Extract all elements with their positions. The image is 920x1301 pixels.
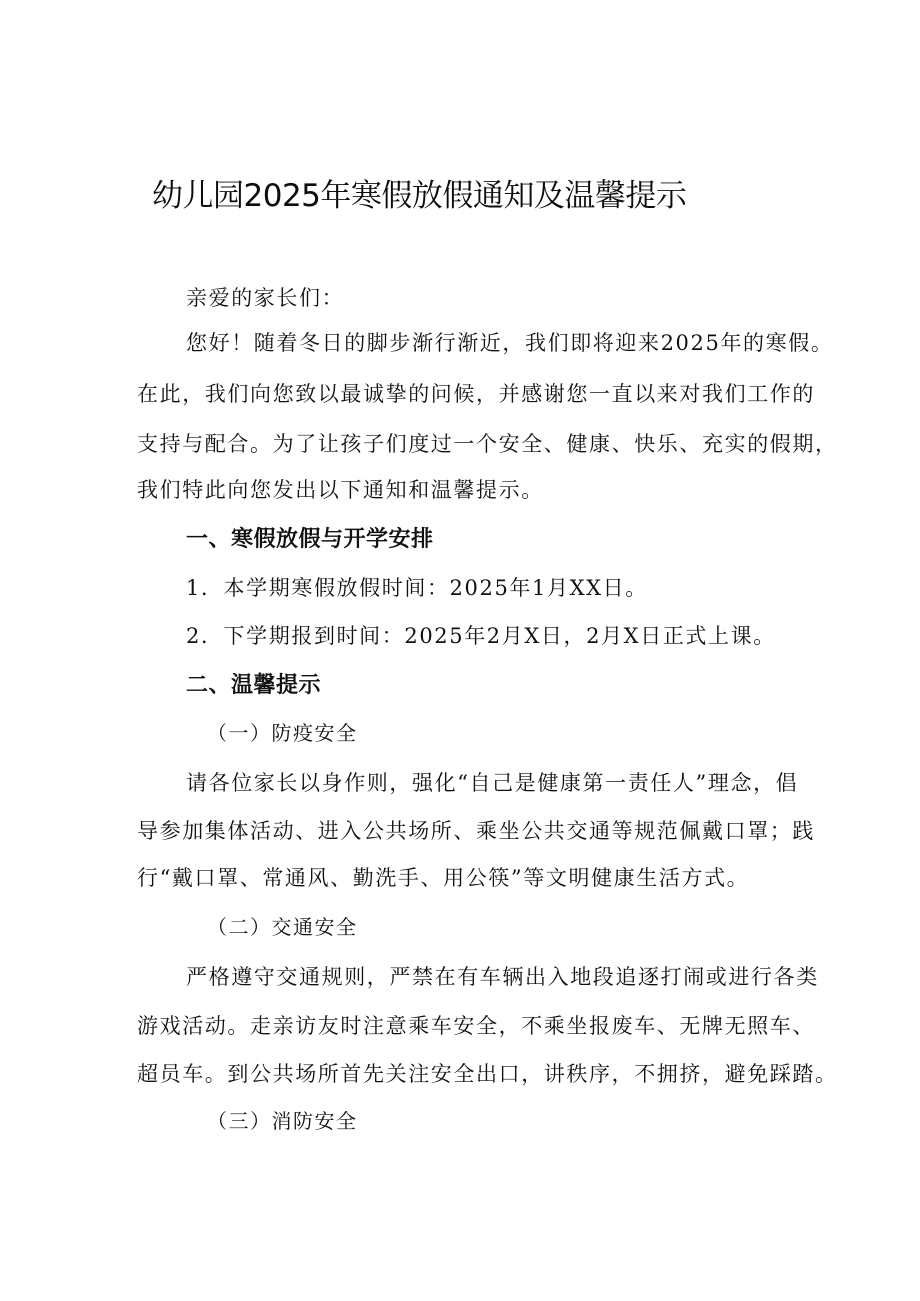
section2-heading: 二、温馨提示 — [186, 673, 322, 698]
section1-heading: 一、寒假放假与开学安排 — [186, 527, 434, 552]
sub2-title: （二）交通安全 — [207, 915, 358, 939]
sub1-title: （一）防疫安全 — [207, 721, 358, 745]
document-title: 幼儿园2025年寒假放假通知及温馨提示 — [152, 178, 687, 214]
sub1-line-1: 请各位家长以身作则，强化“自己是健康第一责任人”理念，倡 — [186, 771, 799, 795]
sub2-line-1: 严格遵守交通规则，严禁在有车辆出入地段追逐打闹或进行各类 — [186, 965, 819, 989]
sub3-title: （三）消防安全 — [207, 1109, 358, 1133]
intro-line-4: 我们特此向您发出以下通知和温馨提示。 — [137, 478, 544, 502]
sub2-line-2: 游戏活动。走亲访友时注意乘车安全，不乘坐报废车、无牌无照车、 — [137, 1014, 815, 1038]
intro-line-1: 您好！随着冬日的脚步渐行渐近，我们即将迎来2025年的寒假。 — [186, 331, 834, 355]
intro-line-2: 在此，我们向您致以最诚挚的问候，并感谢您一直以来对我们工作的 — [137, 382, 815, 406]
sub2-line-3: 超员车。到公共场所首先关注安全出口，讲秩序，不拥挤，避免踩踏。 — [137, 1062, 838, 1086]
sub1-line-3: 行“戴口罩、常通风、勤洗手、用公筷”等文明健康生活方式。 — [137, 866, 750, 890]
intro-line-3: 支持与配合。为了让孩子们度过一个安全、健康、快乐、充实的假期， — [137, 432, 838, 456]
greeting: 亲爱的家长们： — [186, 286, 345, 310]
section1-item-2: 2．下学期报到时间：2025年2月X日，2月X日正式上课。 — [186, 624, 776, 648]
section1-item-1: 1．本学期寒假放假时间：2025年1月XX日。 — [186, 576, 648, 600]
sub1-line-2: 导参加集体活动、进入公共场所、乘坐公共交通等规范佩戴口罩；践 — [137, 819, 815, 843]
